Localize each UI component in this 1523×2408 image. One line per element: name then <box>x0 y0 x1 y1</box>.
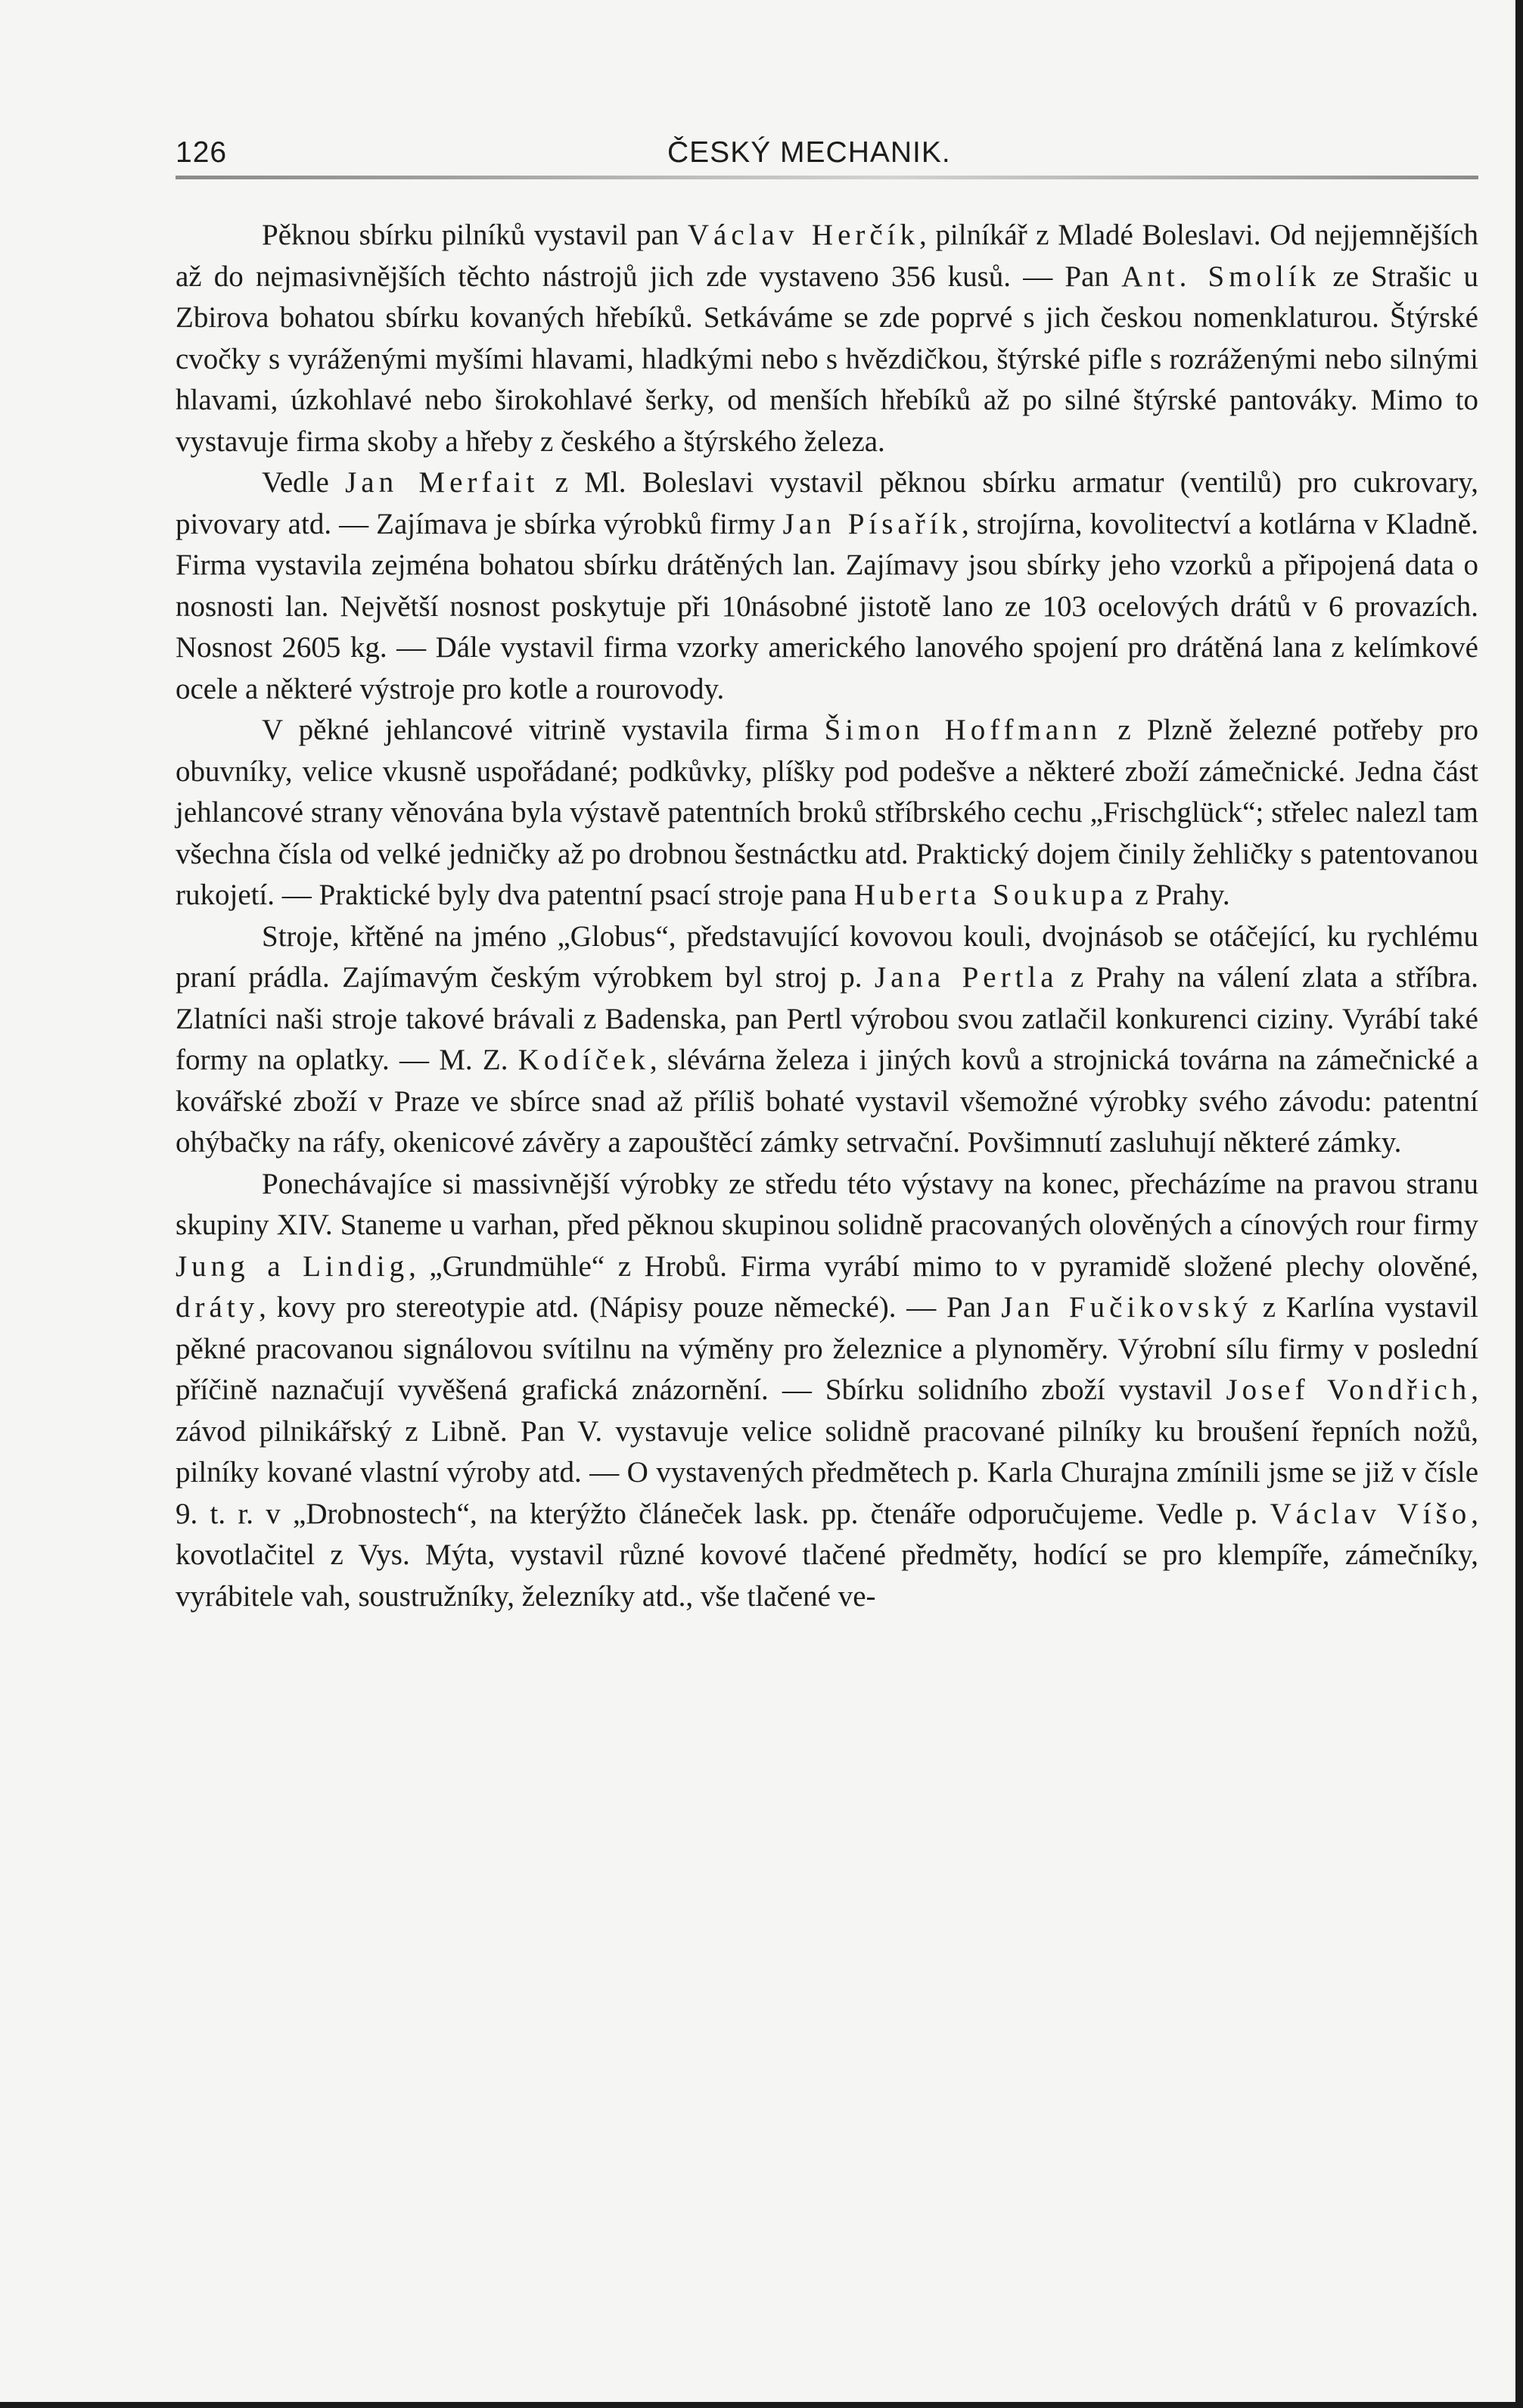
spaced-name: Václav Víšo <box>1270 1497 1472 1530</box>
spaced-name: Václav Herčík <box>687 219 920 251</box>
paragraph <box>176 710 1478 916</box>
text-run: Ponechávajíce si massivnější výrobky ze středu této výstavy na konec, přecházíme na pravou stranu skupiny XIV. Staneme u varhan, před pěknou skupinou solidně pracovaných olověných a cínových rour firmy <box>176 1167 1478 1241</box>
text-run: Stroje, křtěné na jméno „Globus“, představující kovovou kouli, dvojnásob se otáčející, ku rychlému praní prádla. Zajímavým českým výrobkem byl stroj p. <box>176 919 1478 994</box>
spaced-name: Jan Písařík <box>782 507 962 540</box>
text-run: z Plzně železné potřeby pro obuvníky, velice vkusně uspořádané; podkůvky, plíšky pod podešve a některé zboží zámečnické. Jedna část jehlancové strany věnována byla výstavě patentních broků stříbrského cechu „Frischglück“; střelec nalezl tam všechna čísla od velké jedničky až po drobnou šestnáctku atd. Praktický dojem činily žehličky s patentovanou rukojetí. — Praktické byly dva patentní psací stroje pana <box>176 714 1478 911</box>
paragraph <box>176 462 1478 710</box>
spaced-name: Jung a Lindig <box>176 1249 409 1283</box>
spaced-name: Jan Fučikovský <box>1001 1291 1252 1324</box>
text-run: , „Grundmühle“ z Hrobů. Firma vyrábí mimo to v pyramidě složené plechy olověné, <box>409 1249 1478 1283</box>
text-run: ze Strašic u Zbirova bohatou sbírku kovaných hřebíků. Setkáváme se zde poprvé s jich českou nomenklaturou. Štýrské cvočky s vyráženými myšími hlavami, hladkými nebo s hvězdičkou, štýrské pifle s rozráženými nebo silnými hlavami, úzkohlavé nebo širokohlavé šerky, od menších hřebíků až po silné štýrské pantováky. Mimo to vystavuje firma skoby a hřeby z českého a štýrského železa. <box>176 260 1478 458</box>
spaced-name: Kodíček <box>518 1044 650 1076</box>
text-run: Vedle <box>262 466 346 499</box>
text-run: , kovy pro stereotypie atd. (Nápisy pouze německé). — Pan <box>259 1291 1002 1324</box>
spaced-name: dráty <box>176 1291 260 1324</box>
running-title: ČESKÝ MECHANIK. <box>667 136 951 169</box>
text-run: , slévárna železa i jiných kovů a strojnická továrna na zámečnické a kovářské zboží v Praze ve sbírce snad až příliš bohaté vystavil všemožné výrobky svého závodu: patentní ohýbačky na ráfy, okenicové závěry a zapouštěcí zámky setrvační. Povšimnutí zasluhují některé zámky. <box>176 1044 1479 1159</box>
page-number: 126 <box>176 136 228 169</box>
text-run: z Karlína vystavil pěkné pracovanou signálovou svítilnu na výměny pro železnice a plynoměry. Výrobní sílu firmy v poslední příčině naznačují vyvěšená grafická znázornění. — Sbírku solidního zboží vystavil <box>176 1291 1478 1406</box>
text-run: z Prahy na válení zlata a stříbra. Zlatníci naši stroje takové brávali z Badenska, pan Pertl výrobou svou zatlačil konkurenci ciziny. Vyrábí také formy na oplatky. — M. Z. <box>176 961 1478 1076</box>
text-run: V pěkné jehlancové vitrině vystavila firma <box>262 714 825 746</box>
spaced-name: Ant. Smolík <box>1121 260 1321 293</box>
spaced-name: Jana Pertla <box>874 961 1058 994</box>
page-header <box>176 133 1478 179</box>
header-rule <box>176 176 1478 179</box>
text-run: , pilníkář z Mladé Boleslavi. Od nejjemnějších až do nejmasivnějších těchto nástrojů jich zde vystaveno 356 kusů. — Pan <box>176 219 1478 293</box>
spaced-name: Šimon Hoffmann <box>824 714 1102 746</box>
body-text <box>176 215 1478 1617</box>
paragraph <box>176 916 1478 1164</box>
text-run: , závod pilnikářský z Libně. Pan V. vystavuje velice solidně pracované pilníky ku broušení řepních nožů, pilníky kované vlastní výroby atd. — O vystavených předmětech p. Karla Churajna zmínili jsme se již v čísle 9. t. r. v „Drobnostech“, na kterýžto článeček lask. pp. čtenáře odporučujeme. Vedle p. <box>176 1374 1478 1530</box>
paragraph <box>176 1164 1478 1618</box>
paragraph <box>176 215 1478 462</box>
text-run: z Prahy. <box>1127 879 1230 911</box>
text-run: Pěknou sbírku pilníků vystavil pan <box>262 219 688 251</box>
spaced-name: Jan Merfait <box>345 466 539 499</box>
spaced-name: Josef Vondřich <box>1226 1374 1472 1406</box>
spaced-name: Huberta Soukupa <box>853 879 1128 911</box>
text-run: , kovotlačitel z Vys. Mýta, vystavil různé kovové tlačené předměty, hodící se pro klempíře, zámečníky, vyrábitele vah, soustružníky, železníky atd., vše tlačené ve- <box>176 1497 1478 1613</box>
text-run: , strojírna, kovolitectví a kotlárna v Kladně. Firma vystavila zejména bohatou sbírku drátěných lan. Zajímavy jsou sbírky jeho vzorků a připojená data o nosnosti lan. Největší nosnost poskytuje při 10násobné jistotě lano ze 103 ocelových drátů v 6 provazích. Nosnost 2605 kg. — Dále vystavil firma vzorky amerického lanového spojení pro drátěná lana z kelímkové ocele a některé výstroje pro kotle a rourovody. <box>176 507 1478 705</box>
text-run: z Ml. Boleslavi vystavil pěknou sbírku armatur (ventilů) pro cukrovary, pivovary atd. — Zajímava je sbírka výrobků firmy <box>176 466 1478 540</box>
